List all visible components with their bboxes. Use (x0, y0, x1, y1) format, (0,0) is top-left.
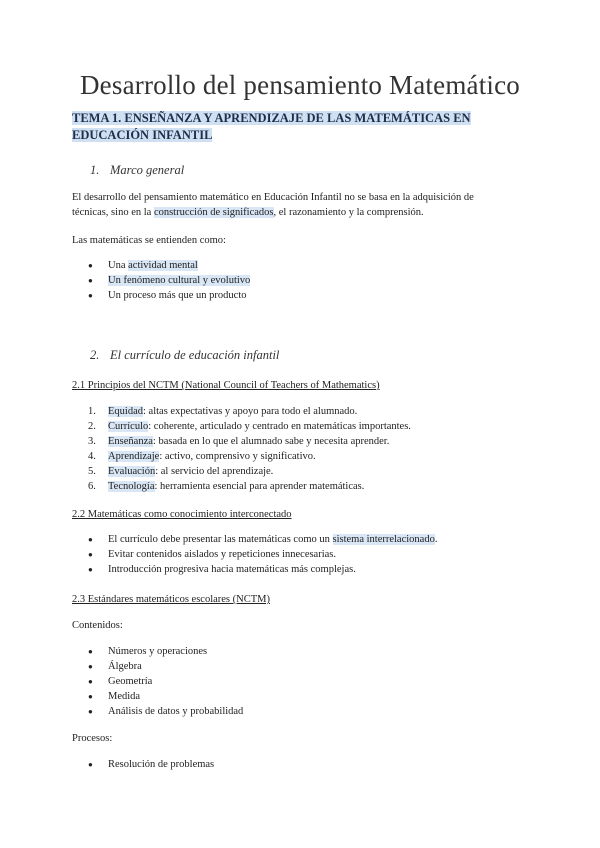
list-item: ● Números y operaciones (88, 644, 243, 659)
item-number: 2. (88, 421, 96, 432)
item-desc: : basada en lo que el alumnado sabe y necesita aprender. (152, 436, 390, 447)
item-desc: : coherente, articulado y centrado en matemáticas importantes. (148, 421, 411, 432)
list-item: ● Análisis de datos y probabilidad (88, 704, 243, 719)
item-term: Equidad (108, 406, 143, 417)
contenidos-label: Contenidos: (72, 620, 123, 631)
item-number: 4. (88, 451, 96, 462)
section-2-heading (90, 348, 279, 363)
item-highlight: actividad mental (128, 260, 198, 271)
section-1-bullet-list (88, 258, 250, 303)
item-desc: : altas expectativas y apoyo para todo el alumnado. (143, 406, 358, 417)
list-item (88, 449, 411, 464)
document-title: Desarrollo del pensamiento Matemático (79, 70, 520, 100)
item-desc: : activo, comprensivo y significativo. (159, 451, 316, 462)
subsection-2-1-heading: 2.1 Principios del NCTM (National Council of Teachers of Mathematics) (72, 380, 380, 391)
list-item: ● Álgebra (88, 659, 243, 674)
item-term: Aprendizaje (108, 451, 160, 462)
list-item (88, 419, 411, 434)
list-item (88, 434, 411, 449)
procesos-list (88, 757, 214, 772)
item-desc: : al servicio del aprendizaje. (155, 466, 274, 477)
item-text: El currículo debe presentar las matemáticas como un (108, 534, 333, 545)
item-highlight: sistema interrelacionado (332, 534, 435, 545)
section-1-number: 1. (90, 163, 100, 177)
interconnected-list (88, 532, 437, 577)
subsection-2-2-heading: 2.2 Matemáticas como conocimiento interconectado (72, 509, 292, 520)
item-highlight: Un fenómeno cultural y evolutivo (108, 275, 251, 286)
section-1-paragraph (72, 190, 512, 220)
list-item (88, 464, 411, 479)
item-text: Un proceso más que un producto (108, 290, 247, 301)
paragraph-text-b: , el razonamiento y la comprensión. (273, 207, 424, 218)
procesos-label: Procesos: (72, 733, 113, 744)
tema-heading (72, 110, 472, 144)
contenidos-list (88, 644, 243, 719)
section-1-title: Marco general (110, 163, 185, 177)
list-item (88, 532, 437, 547)
list-item: ● Resolución de problemas (88, 757, 214, 772)
list-item (88, 547, 437, 562)
item-term: Enseñanza (108, 436, 153, 447)
item-text-end: . (434, 534, 438, 545)
list-item (88, 273, 250, 288)
list-item (88, 288, 250, 303)
list-item: ● Geometría (88, 674, 243, 689)
list-item: ● Medida (88, 689, 243, 704)
section-1-heading (90, 163, 184, 178)
item-number: 5. (88, 466, 96, 477)
paragraph-highlight: construcción de significados (153, 207, 274, 218)
list-item (88, 404, 411, 419)
item-number: 6. (88, 481, 96, 492)
item-term: Tecnología (108, 481, 155, 492)
item-text: Una (108, 260, 129, 271)
principles-list (88, 404, 411, 494)
tema-heading-text: TEMA 1. ENSEÑANZA Y APRENDIZAJE DE LAS MATEMÁTICAS EN EDUCACIÓN INFANTIL (72, 111, 471, 142)
section-2-number: 2. (90, 348, 100, 362)
subsection-2-3-heading: 2.3 Estándares matemáticos escolares (NCTM) (72, 594, 270, 605)
section-2-title: El currículo de educación infantil (110, 348, 280, 362)
item-desc: : herramienta esencial para aprender matemáticas. (154, 481, 365, 492)
section-1-intro: Las matemáticas se entienden como: (72, 235, 226, 246)
list-item (88, 258, 250, 273)
item-term: Evaluación (108, 466, 156, 477)
item-text: Evitar contenidos aislados y repeticiones innecesarias. (108, 549, 337, 560)
paragraph-text-a: El desarrollo del pensamiento matemático en Educación Infantil no se basa en la adquisición de técnicas, sino en la (72, 192, 474, 218)
item-number: 1. (88, 406, 96, 417)
item-number: 3. (88, 436, 96, 447)
list-item (88, 479, 411, 494)
list-item (88, 562, 437, 577)
item-text: Introducción progresiva hacia matemáticas más complejas. (108, 564, 356, 575)
item-term: Currículo (108, 421, 149, 432)
